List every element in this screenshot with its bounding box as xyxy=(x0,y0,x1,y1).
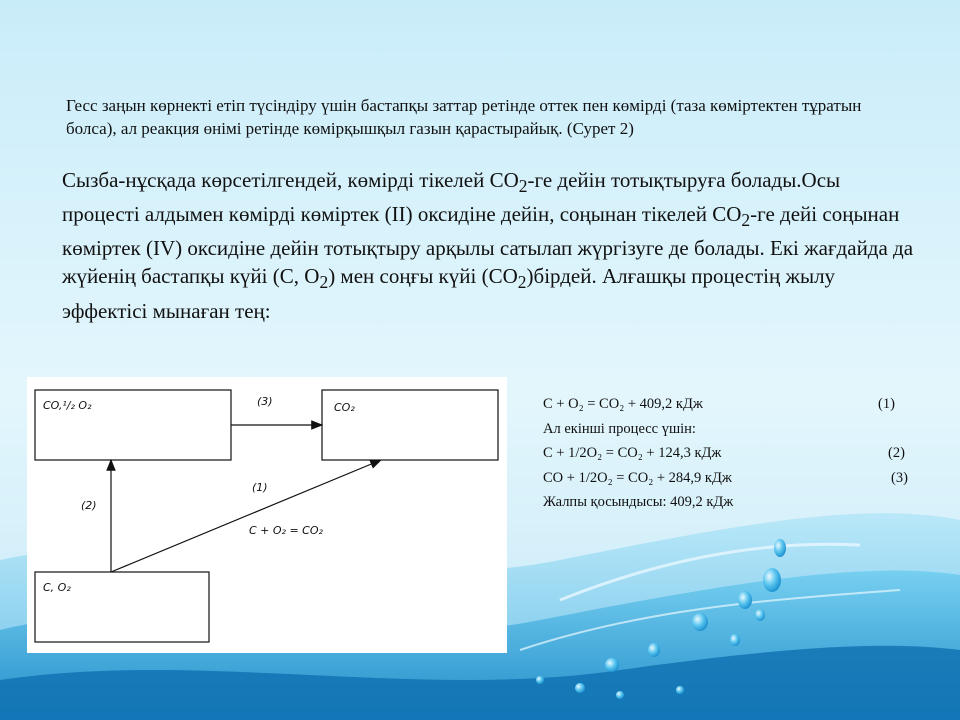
subscript: 2 xyxy=(741,210,751,231)
equation-text: C + 1/2O₂ = CO₂ + 124,3 кДж xyxy=(543,445,722,461)
text-segment: -ге дейін тотықтыруға болады.Осы процесті алдымен көмірді көміртек (II) оксидіне дейін, соңынан тікелей CO xyxy=(62,168,841,227)
explanation-paragraph xyxy=(62,166,922,325)
intro-paragraph: Гесс заңын көрнекті етіп түсіндіру үшін бастапқы заттар ретінде оттек пен көмірді (таза көміртектен тұратын болса), ал реакция өнімі ретінде көмірқышқыл газын қарастырайық. (Сурет 2) xyxy=(66,96,862,138)
hess-diagram xyxy=(27,377,507,653)
diagram-lines xyxy=(27,377,507,653)
equation-row xyxy=(543,466,933,491)
equation-row xyxy=(543,490,933,515)
equation-text: C + O₂ = CO₂ + 409,2 кДж xyxy=(543,396,703,412)
text-segment: Сызба-нұсқада көрсетілгендей, көмірді тікелей CO xyxy=(62,168,519,192)
equation-number: (1) xyxy=(878,396,895,412)
label-equation: C + O₂ = CO₂ xyxy=(249,524,323,537)
equation-row xyxy=(543,441,933,466)
equation-number: (2) xyxy=(888,445,905,461)
equation-text: CO + 1/2O₂ = CO₂ + 284,9 кДж xyxy=(543,469,732,486)
label-step3: (3) xyxy=(257,395,273,408)
label-box-co-half-o2: CO,¹/₂ O₂ xyxy=(43,399,92,412)
equation-text: Жалпы қосындысы: 409,2 кДж xyxy=(543,494,734,510)
text-segment: -ге дейі соңынан көміртек (IV) оксидіне дейін тотықтыру арқылы сатылап жүргізуге де болады. Екі жағдайда да жүйенің бастапқы күйі (C, O xyxy=(62,202,914,289)
subscript: 2 xyxy=(319,272,329,293)
subscript: 2 xyxy=(518,176,528,197)
label-step1: (1) xyxy=(252,481,268,494)
equation-row xyxy=(543,417,933,442)
subscript: 2 xyxy=(517,272,527,293)
text-segment: )бірдей. Алғашқы процестің жылу эффектісі мынаған тең: xyxy=(62,264,836,323)
equation-row xyxy=(543,392,933,417)
arrow-step1 xyxy=(111,460,381,572)
label-box-co2: CO₂ xyxy=(334,401,355,414)
label-step2: (2) xyxy=(81,499,97,512)
equations-list xyxy=(543,392,933,515)
text-segment: ) мен соңғы күйі (CO xyxy=(328,264,518,289)
equation-text: Ал екінші процесс үшін: xyxy=(543,420,696,437)
equation-number: (3) xyxy=(891,469,908,486)
label-box-c-o2: C, O₂ xyxy=(43,581,71,594)
